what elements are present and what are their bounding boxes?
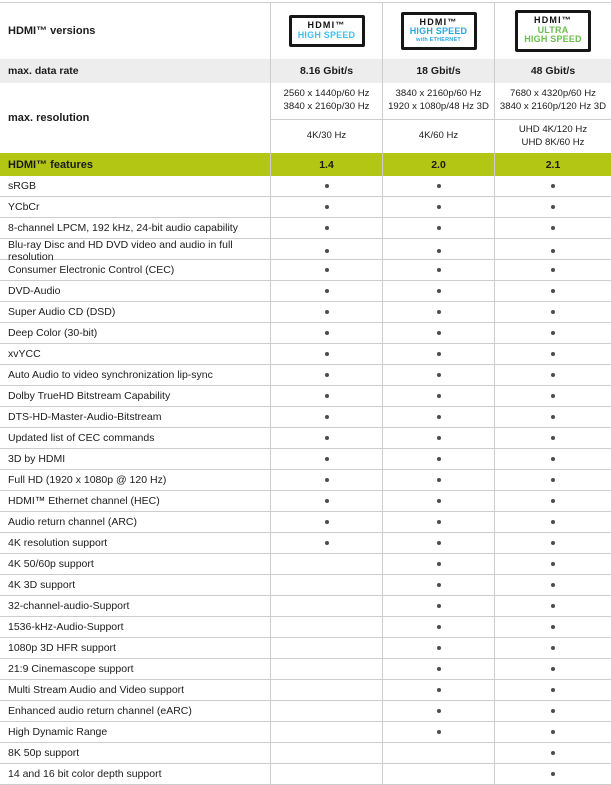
support-dot (551, 751, 555, 755)
support-dot (325, 268, 329, 272)
versions-row (0, 3, 611, 59)
data-rate-value-hdmi14: 8.16 Gbit/s (270, 59, 382, 83)
support-dot (325, 331, 329, 335)
support-dot (437, 331, 441, 335)
feature-support-hdmi14 (270, 659, 382, 679)
hdmi-ultra-high-speed-badge (515, 10, 591, 53)
feature-support-hdmi14 (270, 218, 382, 238)
feature-label: 1536-kHz-Audio-Support (8, 621, 124, 633)
badge-speed-label: HIGH SPEED (524, 34, 582, 45)
support-dot (437, 562, 441, 566)
feature-label: 3D by HDMI (8, 453, 66, 465)
version-number-hdmi14: 1.4 (270, 153, 382, 176)
features-header-row (0, 153, 611, 176)
feature-support-hdmi20 (382, 596, 494, 616)
feature-support-hdmi21 (494, 743, 611, 763)
feature-support-hdmi20 (382, 449, 494, 469)
feature-label: Auto Audio to video synchronization lip-sync (8, 369, 213, 381)
resolution-value-hdmi20 (382, 83, 494, 119)
feature-support-hdmi21 (494, 491, 611, 511)
feature-support-hdmi20 (382, 554, 494, 574)
support-dot (551, 604, 555, 608)
feature-row (0, 743, 611, 764)
support-dot (325, 184, 329, 188)
support-dot (551, 415, 555, 419)
feature-support-hdmi20 (382, 764, 494, 784)
feature-label: 14 and 16 bit color depth support (8, 768, 162, 780)
feature-label: Dolby TrueHD Bitstream Capability (8, 390, 171, 402)
support-dot (551, 226, 555, 230)
feature-support-hdmi21 (494, 554, 611, 574)
feature-support-hdmi14 (270, 449, 382, 469)
support-dot (437, 352, 441, 356)
feature-label: YCbCr (8, 201, 40, 213)
feature-row (0, 407, 611, 428)
support-dot (437, 226, 441, 230)
feature-label: 8K 50p support (8, 747, 80, 759)
feature-label: Super Audio CD (DSD) (8, 306, 116, 318)
feature-label: 21:9 Cinemascope support (8, 663, 134, 675)
support-dot (551, 249, 555, 253)
feature-support-hdmi21 (494, 575, 611, 595)
support-dot (437, 436, 441, 440)
feature-row (0, 617, 611, 638)
feature-support-hdmi20 (382, 407, 494, 427)
hdmi-logo-text: HDMI™ (419, 16, 458, 27)
feature-support-hdmi20 (382, 344, 494, 364)
feature-support-hdmi14 (270, 638, 382, 658)
data-rate-value-hdmi20: 18 Gbit/s (382, 59, 494, 83)
feature-row (0, 197, 611, 218)
data-rate-label: max. data rate (8, 65, 79, 77)
feature-support-hdmi21 (494, 407, 611, 427)
feature-row (0, 302, 611, 323)
feature-support-hdmi20 (382, 176, 494, 196)
support-dot (325, 499, 329, 503)
feature-support-hdmi21 (494, 722, 611, 742)
feature-support-hdmi20 (382, 701, 494, 721)
feature-support-hdmi20 (382, 281, 494, 301)
resolution-mode-line: UHD 8K/60 Hz (521, 136, 585, 148)
feature-label: 32-channel-audio-Support (8, 600, 130, 612)
feature-support-hdmi14 (270, 386, 382, 406)
feature-label: Blu-ray Disc and HD DVD video and audio in full resolution (8, 239, 233, 263)
resolution-line: 3840 x 2160p/30 Hz (283, 101, 370, 112)
feature-support-hdmi21 (494, 764, 611, 784)
feature-support-hdmi21 (494, 428, 611, 448)
features-header-label: HDMI™ features (8, 158, 93, 171)
feature-support-hdmi21 (494, 449, 611, 469)
support-dot (551, 478, 555, 482)
feature-support-hdmi21 (494, 386, 611, 406)
feature-support-hdmi14 (270, 617, 382, 637)
feature-label: Full HD (1920 x 1080p @ 120 Hz) (8, 474, 167, 486)
support-dot (325, 415, 329, 419)
feature-support-hdmi20 (382, 659, 494, 679)
feature-support-hdmi21 (494, 701, 611, 721)
feature-support-hdmi14 (270, 512, 382, 532)
support-dot (437, 604, 441, 608)
resolution-line: 2560 x 1440p/60 Hz (283, 88, 370, 100)
feature-row (0, 554, 611, 575)
support-dot (437, 249, 441, 253)
hdmi-logo-text: HDMI™ (534, 14, 572, 25)
feature-row (0, 344, 611, 365)
feature-label: 1080p 3D HFR support (8, 642, 116, 654)
support-dot (551, 268, 555, 272)
support-dot (325, 478, 329, 482)
feature-row (0, 386, 611, 407)
support-dot (437, 310, 441, 314)
feature-label: 4K 50/60p support (8, 558, 94, 570)
support-dot (437, 205, 441, 209)
feature-support-hdmi21 (494, 323, 611, 343)
feature-row (0, 323, 611, 344)
feature-support-hdmi21 (494, 281, 611, 301)
feature-support-hdmi21 (494, 260, 611, 280)
support-dot (551, 709, 555, 713)
feature-row (0, 533, 611, 554)
feature-support-hdmi14 (270, 197, 382, 217)
feature-row (0, 260, 611, 281)
feature-support-hdmi14 (270, 722, 382, 742)
feature-row (0, 470, 611, 491)
support-dot (437, 709, 441, 713)
feature-support-hdmi14 (270, 491, 382, 511)
support-dot (437, 688, 441, 692)
feature-row (0, 449, 611, 470)
resolution-mode-line: 4K/30 Hz (306, 130, 347, 142)
resolution-line: 7680 x 4320p/60 Hz (510, 88, 596, 100)
feature-label: xvYCC (8, 348, 41, 360)
support-dot (551, 730, 555, 734)
feature-label: HDMI™ Ethernet channel (HEC) (8, 495, 160, 507)
resolution-block (0, 83, 611, 153)
support-dot (551, 205, 555, 209)
feature-support-hdmi21 (494, 344, 611, 364)
feature-support-hdmi14 (270, 260, 382, 280)
support-dot (551, 394, 555, 398)
feature-support-hdmi20 (382, 218, 494, 238)
feature-support-hdmi14 (270, 365, 382, 385)
feature-label: Consumer Electronic Control (CEC) (8, 264, 175, 276)
support-dot (551, 436, 555, 440)
support-dot (437, 478, 441, 482)
support-dot (325, 394, 329, 398)
feature-support-hdmi20 (382, 428, 494, 448)
feature-support-hdmi14 (270, 407, 382, 427)
support-dot (437, 457, 441, 461)
feature-label: High Dynamic Range (8, 726, 108, 738)
support-dot (325, 352, 329, 356)
feature-support-hdmi20 (382, 617, 494, 637)
support-dot (325, 436, 329, 440)
badge-ultra-label: ULTRA (537, 24, 569, 35)
feature-support-hdmi14 (270, 470, 382, 490)
feature-support-hdmi21 (494, 218, 611, 238)
resolution-value-hdmi14 (270, 83, 382, 119)
support-dot (437, 583, 441, 587)
support-dot (437, 520, 441, 524)
feature-support-hdmi14 (270, 281, 382, 301)
feature-row (0, 659, 611, 680)
feature-support-hdmi20 (382, 680, 494, 700)
feature-label: Updated list of CEC commands (8, 432, 155, 444)
support-dot (551, 772, 555, 776)
badge-speed-label: HIGH SPEED (409, 26, 468, 37)
support-dot (551, 688, 555, 692)
feature-support-hdmi21 (494, 596, 611, 616)
feature-support-hdmi20 (382, 365, 494, 385)
feature-row (0, 218, 611, 239)
feature-row (0, 281, 611, 302)
resolution-label: max. resolution (8, 112, 90, 124)
support-dot (551, 667, 555, 671)
feature-support-hdmi20 (382, 323, 494, 343)
support-dot (437, 373, 441, 377)
support-dot (437, 541, 441, 545)
feature-support-hdmi20 (382, 722, 494, 742)
feature-support-hdmi20 (382, 743, 494, 763)
support-dot (551, 373, 555, 377)
feature-support-hdmi20 (382, 470, 494, 490)
data-rate-row (0, 59, 611, 83)
feature-support-hdmi20 (382, 638, 494, 658)
feature-support-hdmi21 (494, 533, 611, 553)
support-dot (437, 499, 441, 503)
versions-cell-3 (494, 3, 611, 59)
feature-label: DTS-HD-Master-Audio-Bitstream (8, 411, 162, 423)
resolution-mode-hdmi14 (270, 119, 382, 153)
feature-support-hdmi20 (382, 491, 494, 511)
versions-row-label: HDMI™ versions (8, 25, 96, 37)
badge-speed-label: HIGH SPEED (297, 29, 356, 40)
feature-support-hdmi20 (382, 575, 494, 595)
feature-support-hdmi14 (270, 680, 382, 700)
resolution-mode-hdmi20 (382, 119, 494, 153)
support-dot (551, 499, 555, 503)
resolution-line: 3840 x 2160p/60 Hz (395, 88, 482, 100)
feature-support-hdmi14 (270, 596, 382, 616)
feature-support-hdmi20 (382, 386, 494, 406)
feature-label: 8-channel LPCM, 192 kHz, 24-bit audio capability (8, 222, 238, 234)
support-dot (437, 289, 441, 293)
feature-support-hdmi21 (494, 512, 611, 532)
feature-support-hdmi14 (270, 743, 382, 763)
support-dot (325, 541, 329, 545)
support-dot (551, 352, 555, 356)
feature-support-hdmi20 (382, 533, 494, 553)
feature-support-hdmi14 (270, 428, 382, 448)
feature-support-hdmi21 (494, 197, 611, 217)
feature-support-hdmi20 (382, 260, 494, 280)
support-dot (437, 730, 441, 734)
feature-row (0, 491, 611, 512)
feature-row (0, 701, 611, 722)
resolution-mode-line: 4K/60 Hz (418, 130, 459, 142)
hdmi-comparison-table (0, 2, 611, 785)
support-dot (551, 331, 555, 335)
feature-support-hdmi14 (270, 344, 382, 364)
feature-support-hdmi14 (270, 701, 382, 721)
feature-row (0, 512, 611, 533)
support-dot (551, 625, 555, 629)
versions-cell-2 (382, 3, 494, 59)
feature-label: Multi Stream Audio and Video support (8, 684, 185, 696)
feature-row (0, 680, 611, 701)
feature-support-hdmi21 (494, 365, 611, 385)
hdmi-high-speed-badge (289, 15, 365, 48)
feature-support-hdmi14 (270, 533, 382, 553)
support-dot (551, 310, 555, 314)
support-dot (325, 205, 329, 209)
feature-row (0, 638, 611, 659)
resolution-mode-hdmi21 (494, 119, 611, 153)
support-dot (551, 646, 555, 650)
feature-support-hdmi21 (494, 680, 611, 700)
support-dot (437, 625, 441, 629)
feature-support-hdmi14 (270, 176, 382, 196)
feature-support-hdmi20 (382, 512, 494, 532)
feature-row (0, 239, 611, 263)
feature-row (0, 575, 611, 596)
feature-support-hdmi14 (270, 554, 382, 574)
feature-label: Deep Color (30-bit) (8, 327, 98, 339)
feature-support-hdmi21 (494, 659, 611, 679)
support-dot (551, 184, 555, 188)
hdmi-high-speed-ethernet-badge (401, 12, 477, 51)
badge-ethernet-label: with ETHERNET (416, 37, 461, 44)
feature-support-hdmi14 (270, 575, 382, 595)
support-dot (325, 289, 329, 293)
resolution-value-hdmi21 (494, 83, 611, 119)
feature-support-hdmi21 (494, 302, 611, 322)
feature-row (0, 176, 611, 197)
feature-row (0, 722, 611, 743)
feature-label: 4K 3D support (8, 579, 76, 591)
feature-support-hdmi14 (270, 764, 382, 784)
feature-support-hdmi14 (270, 302, 382, 322)
resolution-line: 3840 x 2160p/120 Hz 3D (499, 101, 607, 112)
feature-row (0, 596, 611, 617)
support-dot (551, 562, 555, 566)
feature-support-hdmi21 (494, 617, 611, 637)
feature-row (0, 365, 611, 386)
support-dot (551, 457, 555, 461)
support-dot (437, 646, 441, 650)
support-dot (437, 184, 441, 188)
feature-support-hdmi21 (494, 638, 611, 658)
support-dot (551, 289, 555, 293)
hdmi-logo-text: HDMI™ (307, 19, 346, 30)
support-dot (325, 373, 329, 377)
resolution-line: 1920 x 1080p/48 Hz 3D (388, 101, 489, 112)
feature-label: 4K resolution support (8, 537, 108, 549)
feature-row (0, 428, 611, 449)
feature-label: Enhanced audio return channel (eARC) (8, 705, 192, 717)
version-number-hdmi21: 2.1 (494, 153, 611, 176)
support-dot (325, 310, 329, 314)
support-dot (437, 667, 441, 671)
version-number-hdmi20: 2.0 (382, 153, 494, 176)
feature-support-hdmi14 (270, 323, 382, 343)
feature-support-hdmi20 (382, 197, 494, 217)
feature-support-hdmi21 (494, 176, 611, 196)
resolution-mode-line: UHD 4K/120 Hz (518, 123, 588, 135)
support-dot (325, 520, 329, 524)
feature-row (0, 764, 611, 785)
feature-support-hdmi21 (494, 470, 611, 490)
support-dot (551, 520, 555, 524)
support-dot (437, 268, 441, 272)
support-dot (437, 394, 441, 398)
feature-label: Audio return channel (ARC) (8, 516, 137, 528)
support-dot (325, 226, 329, 230)
support-dot (325, 457, 329, 461)
versions-cell-1 (270, 3, 382, 59)
support-dot (551, 583, 555, 587)
feature-label: sRGB (8, 180, 37, 192)
support-dot (325, 249, 329, 253)
support-dot (437, 415, 441, 419)
feature-label: DVD-Audio (8, 285, 61, 297)
support-dot (551, 541, 555, 545)
feature-rows-container (0, 176, 611, 785)
data-rate-value-hdmi21: 48 Gbit/s (494, 59, 611, 83)
feature-support-hdmi20 (382, 302, 494, 322)
